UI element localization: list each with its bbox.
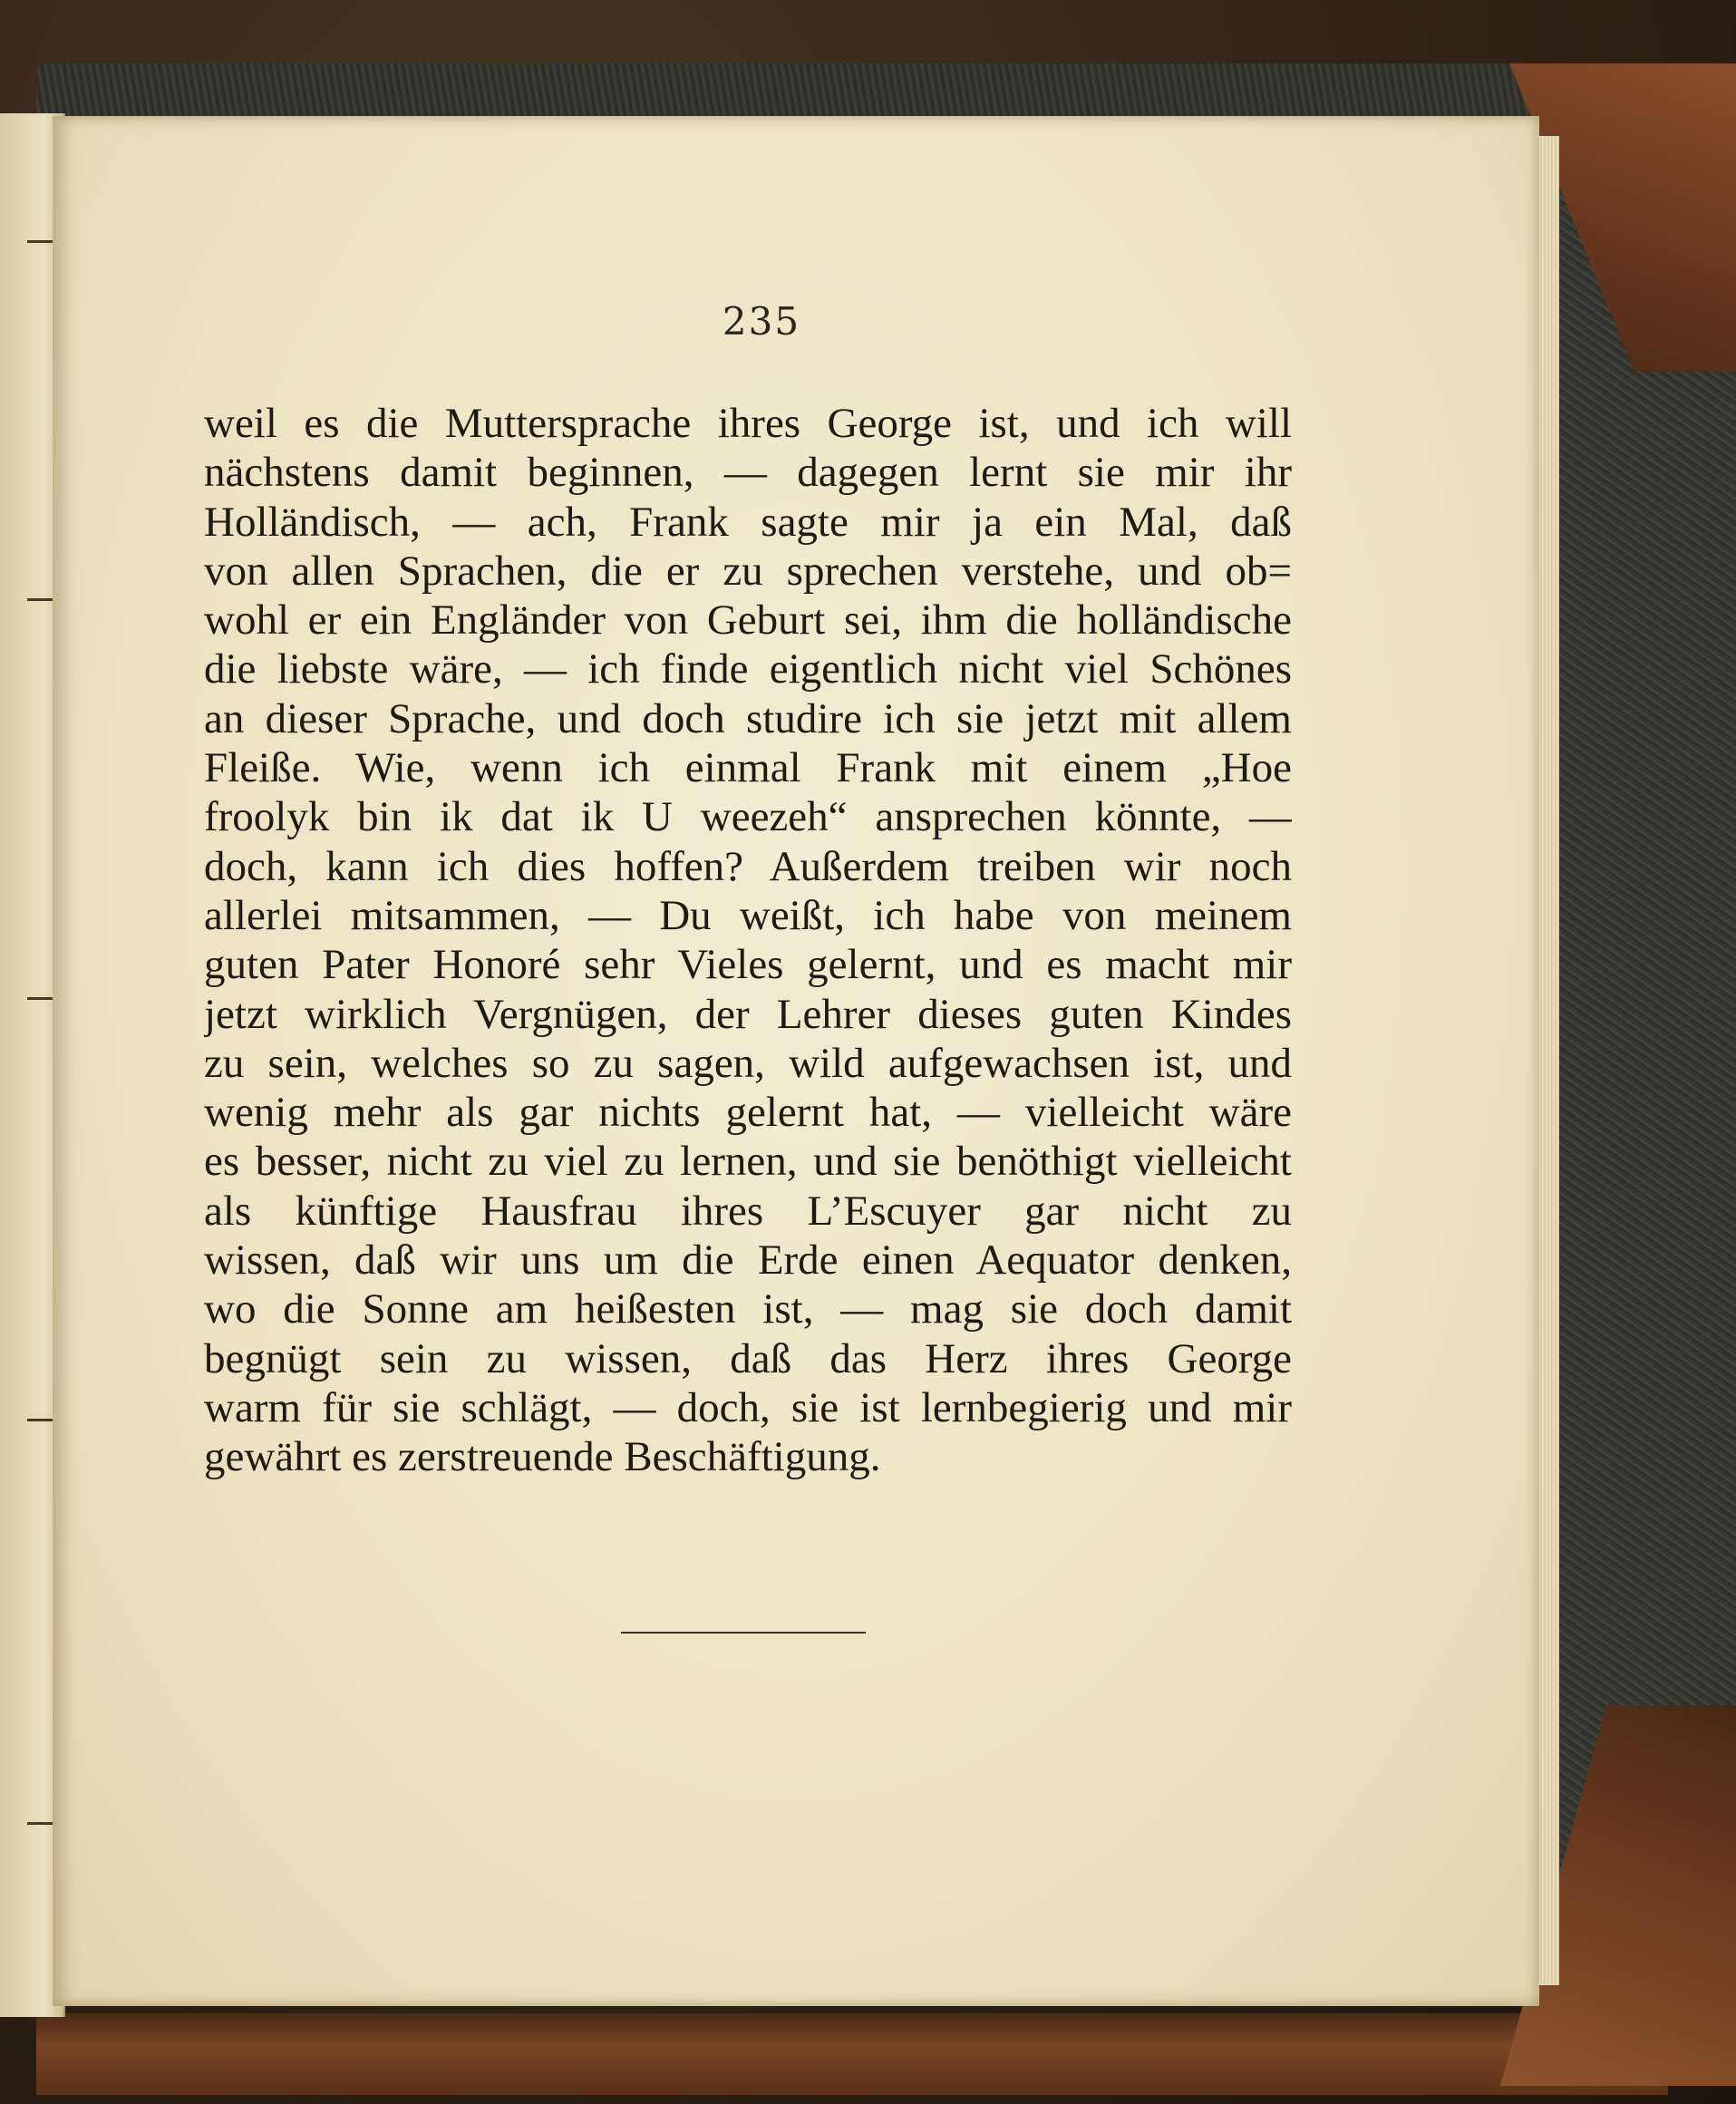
- text-line: guten Pater Honoré sehr Vieles gelernt, und es macht mir: [204, 941, 1292, 989]
- text-line: Holländisch, — ach, Frank sagte mir ja ein Mal, daß: [204, 498, 1292, 546]
- text-line: jetzt wirklich Vergnügen, der Lehrer dieses guten Kindes: [204, 990, 1292, 1038]
- body-text: [204, 399, 1292, 1482]
- text-line: froolyk bin ik dat ik U weezeh“ ansprechen könnte, —: [204, 793, 1292, 841]
- text-line: wissen, daß wir uns um die Erde einen Aequator denken,: [204, 1236, 1292, 1285]
- text-line: gewährt es zerstreuende Beschäftigung.: [204, 1433, 881, 1481]
- text-line: von allen Sprachen, die er zu sprechen verstehe, und ob=: [204, 547, 1292, 595]
- text-line: wo die Sonne am heißesten ist, — mag sie doch damit: [204, 1285, 1292, 1333]
- text-line: warm für sie schlägt, — doch, sie ist lernbegierig und mir: [204, 1383, 1292, 1431]
- text-line: doch, kann ich dies hoffen? Außerdem treiben wir noch: [204, 842, 1292, 890]
- text-line: die liebste wäre, — ich finde eigentlich nicht viel Schönes: [204, 645, 1292, 693]
- text-line: zu sein, welches so zu sagen, wild aufgewachsen ist, und: [204, 1039, 1292, 1087]
- page-number: 235: [722, 299, 801, 344]
- text-line: nächstens damit beginnen, — dagegen lernt sie mir ihr: [204, 449, 1292, 497]
- text-line: begnügt sein zu wissen, daß das Herz ihres George: [204, 1334, 1292, 1382]
- cover-bottom-edge: [36, 2013, 1668, 2095]
- text-line: an dieser Sprache, und doch studire ich sie jetzt mit allem: [204, 694, 1292, 742]
- end-rule: [621, 1632, 866, 1634]
- text-line: allerlei mitsammen, — Du weißt, ich habe von meinem: [204, 891, 1292, 939]
- text-line: wenig mehr als gar nichts gelernt hat, — vielleicht wäre: [204, 1089, 1292, 1137]
- page-stack-edge: [1539, 136, 1559, 1985]
- text-line: als künftige Hausfrau ihres L’Escuyer gar nicht zu: [204, 1187, 1292, 1235]
- text-line: Fleiße. Wie, wenn ich einmal Frank mit einem „Hoe: [204, 744, 1292, 792]
- text-line: wohl er ein Engländer von Geburt sei, ihm die holländische: [204, 596, 1292, 645]
- text-line: weil es die Muttersprache ihres George ist, und ich will: [204, 400, 1292, 447]
- text-line: es besser, nicht zu viel zu lernen, und sie benöthigt vielleicht: [204, 1138, 1292, 1186]
